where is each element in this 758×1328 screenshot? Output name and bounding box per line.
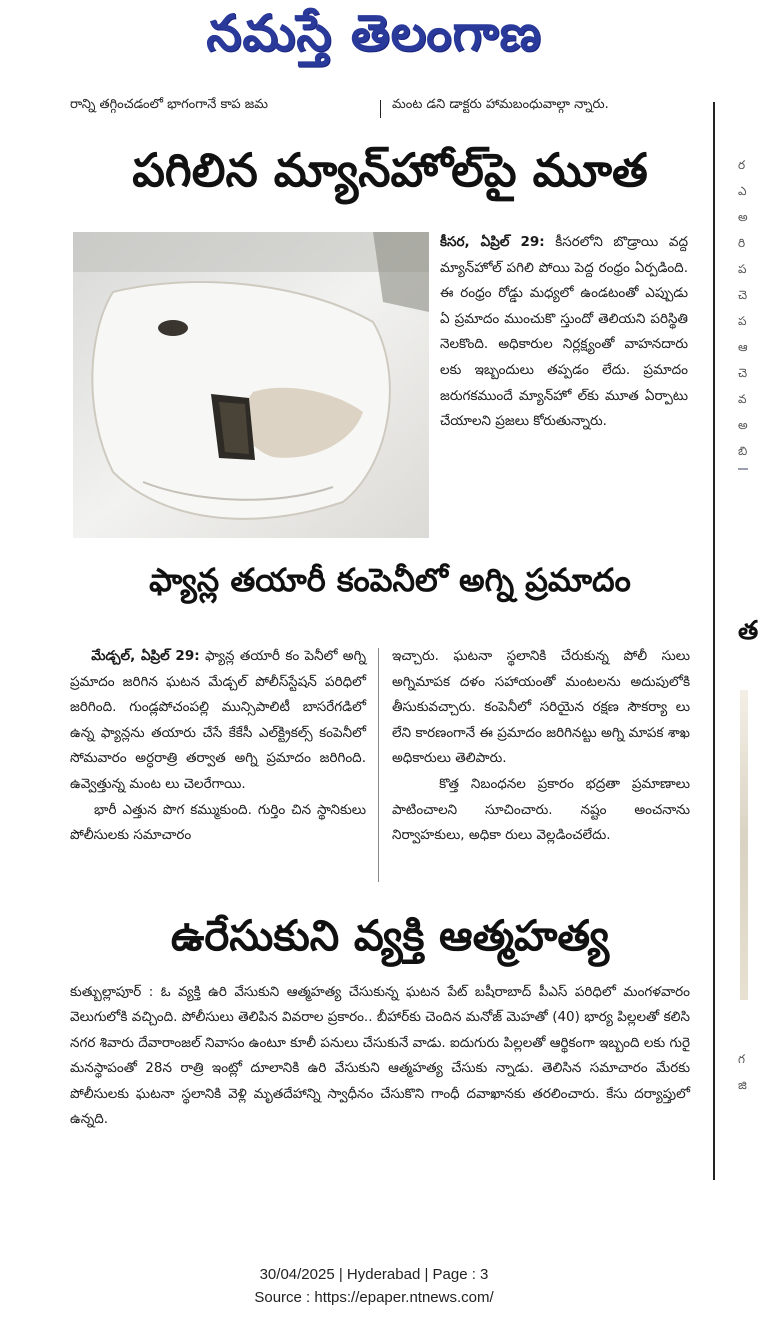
article3-headline: ఉరేసుకుని వ్యక్తి ఆత్మహత్య	[170, 911, 610, 960]
article2-col1-para1: ఫ్యాన్ల తయారీ కం పెనీలో అగ్ని ప్రమాదం జరిగిన ఘటన మేడ్చల్ పోలీస్‌స్టేషన్ పరిధిలో జరిగింది. గుండ్లపోచంపల్లి మున్సిపాలిటీ బాసరేగడిలో ఉన్న ఫ్యాన్లను తయారు చేసే కేకేసీ ఎల్‌క్ట్రికల్స్ కంపెనీలో సోమవారం అర్ధరాత్రి తర్వాత అగ్ని ప్రమాదం జరిగింది. ఉవ్వెత్తున్న మంట లు చెలరేగాయి.	[70, 648, 367, 792]
article2-col2-para1: ఇచ్చారు. ఘటనా స్థలానికి చేరుకున్న పోలీ సులు అగ్నిమాపక దళం సహాయంతో మంటలను అదుపులోకి తీసుకువచ్చారు. కంపెనీలో సరియైన రక్షణ సౌకర్యా లు లేని కారణంగానే ఈ ప్రమాదం జరిగినట్టు అగ్ని మాపక శాఖ అధికారులు తెలిపారు.	[392, 648, 690, 767]
column-rule-article2	[378, 648, 379, 882]
cutoff-text-right: మంట డని డాక్టరు హామబంధువాల్గా న్నారు.	[392, 97, 609, 112]
footer-source-link[interactable]: Source : https://epaper.ntnews.com/	[254, 1289, 494, 1306]
adjacent-column-edge-top: ర ఎ అ రి ప చె ప ఆ చె వ అ బి	[738, 158, 748, 458]
adjacent-column-edge-bottom: గ జి	[738, 1052, 747, 1092]
cutoff-text-left: రాన్ని తగ్గించడంలో భాగంగానే కాప జమ	[70, 97, 268, 112]
adjacent-photo-edge	[740, 690, 748, 1000]
manhole-photo-image	[73, 232, 429, 538]
article2-dateline: మేడ్చల్, ఏప్రిల్ 29:	[91, 648, 200, 664]
newspaper-title: నమస్తే తెలంగాణ	[206, 3, 542, 62]
article1-headline: పగిలిన మ్యాన్‌హోల్‌పై మూత	[132, 143, 648, 197]
manhole-photo	[73, 232, 429, 538]
article1-body	[440, 230, 688, 435]
article2-col2-para2: కొత్త నిబంధనల ప్రకారం భద్రతా ప్రమాణాలు పాటించాలని సూచించారు. నష్టం అంచనాను నిర్వాహకులు, అధికా రులు వెల్లడించలేదు.	[392, 775, 690, 844]
article1-dateline: కీసర, ఏప్రిల్ 29:	[440, 234, 545, 250]
article2-column-1	[70, 644, 366, 849]
footer-date-edition: 30/04/2025 | Hyderabad | Page : 3	[259, 1266, 489, 1283]
column-rule-right	[713, 102, 715, 1180]
article1-text: కీసరలోని బొడ్రాయి వద్ద మ్యాన్‌హోల్ పగిలి పోయి పెద్ద రంధ్రం ఏర్పడింది. ఈ రంధ్రం రోడ్డు మధ్యలో ఉండటంతో ఎప్పుడు ఏ ప్రమాదం ముంచుకొ స్తుందో తెలియని పరిస్థితి నెలకొంది. అధికారుల నిర్లక్ష్యంతో వాహనదారు లకు ఇబ్బందులు తప్పడం లేదు. ప్రమాదం జరుగకముందే మ్యాన్‌హో ల్‌కు మూత ఏర్పాటు చేయాలని ప్రజలు కోరుతున్నారు.	[440, 234, 688, 430]
column-rule-top	[380, 100, 381, 118]
article3-body	[70, 980, 690, 1132]
article2-headline: ఫ్యాన్ల తయారీ కంపెనీలో అగ్ని ప్రమాదం	[149, 561, 631, 599]
article2-col1-para2: భారీ ఎత్తున పొగ కమ్ముకుంది. గుర్తిం చిన స్థానికులు పోలీసులకు సమాచారం	[70, 801, 366, 844]
article3-text: కుత్బుల్లాపూర్ : ఓ వ్యక్తి ఉరి వేసుకుని ఆత్మహత్య చేసుకున్న ఘటన పేట్ బషీరాబాద్ పీఎస్ పరిధిలో మంగళవారం వెలుగులోకి వచ్చింది. పోలీసులు తెలిపిన వివరాల ప్రకారం.. బీహార్‌కు చెందిన మనోజ్ మెహతో (40) భార్య పిల్లలతో కలిసి నగర శివారు దేవారాంజల్ నివాసం ఉంటూ కూలీ పనులు చేసుకునే వాడు. ఐదుగురు పిల్లలతో ఆర్థికంగా ఇబ్బంది లకు గురై మనస్థాపంతో 28న రాత్రి ఇంట్లో దూలానికి ఉరి వేసుకుని ఆత్మహత్య చేసుకు న్నాడు. తెలిసిన సమాచారం మేరకు పోలీసులకు ఘటనా స్థలానికి వెళ్లి మృతదేహాన్ని స్వాధీనం చేసుకొని గాంధీ దవాఖానకు తరలించారు. కేసు దర్యాప్తులో ఉన్నది.	[70, 984, 690, 1128]
masthead	[0, 0, 748, 78]
article2-column-2	[392, 644, 690, 849]
adjacent-headline-edge: త	[738, 616, 758, 646]
